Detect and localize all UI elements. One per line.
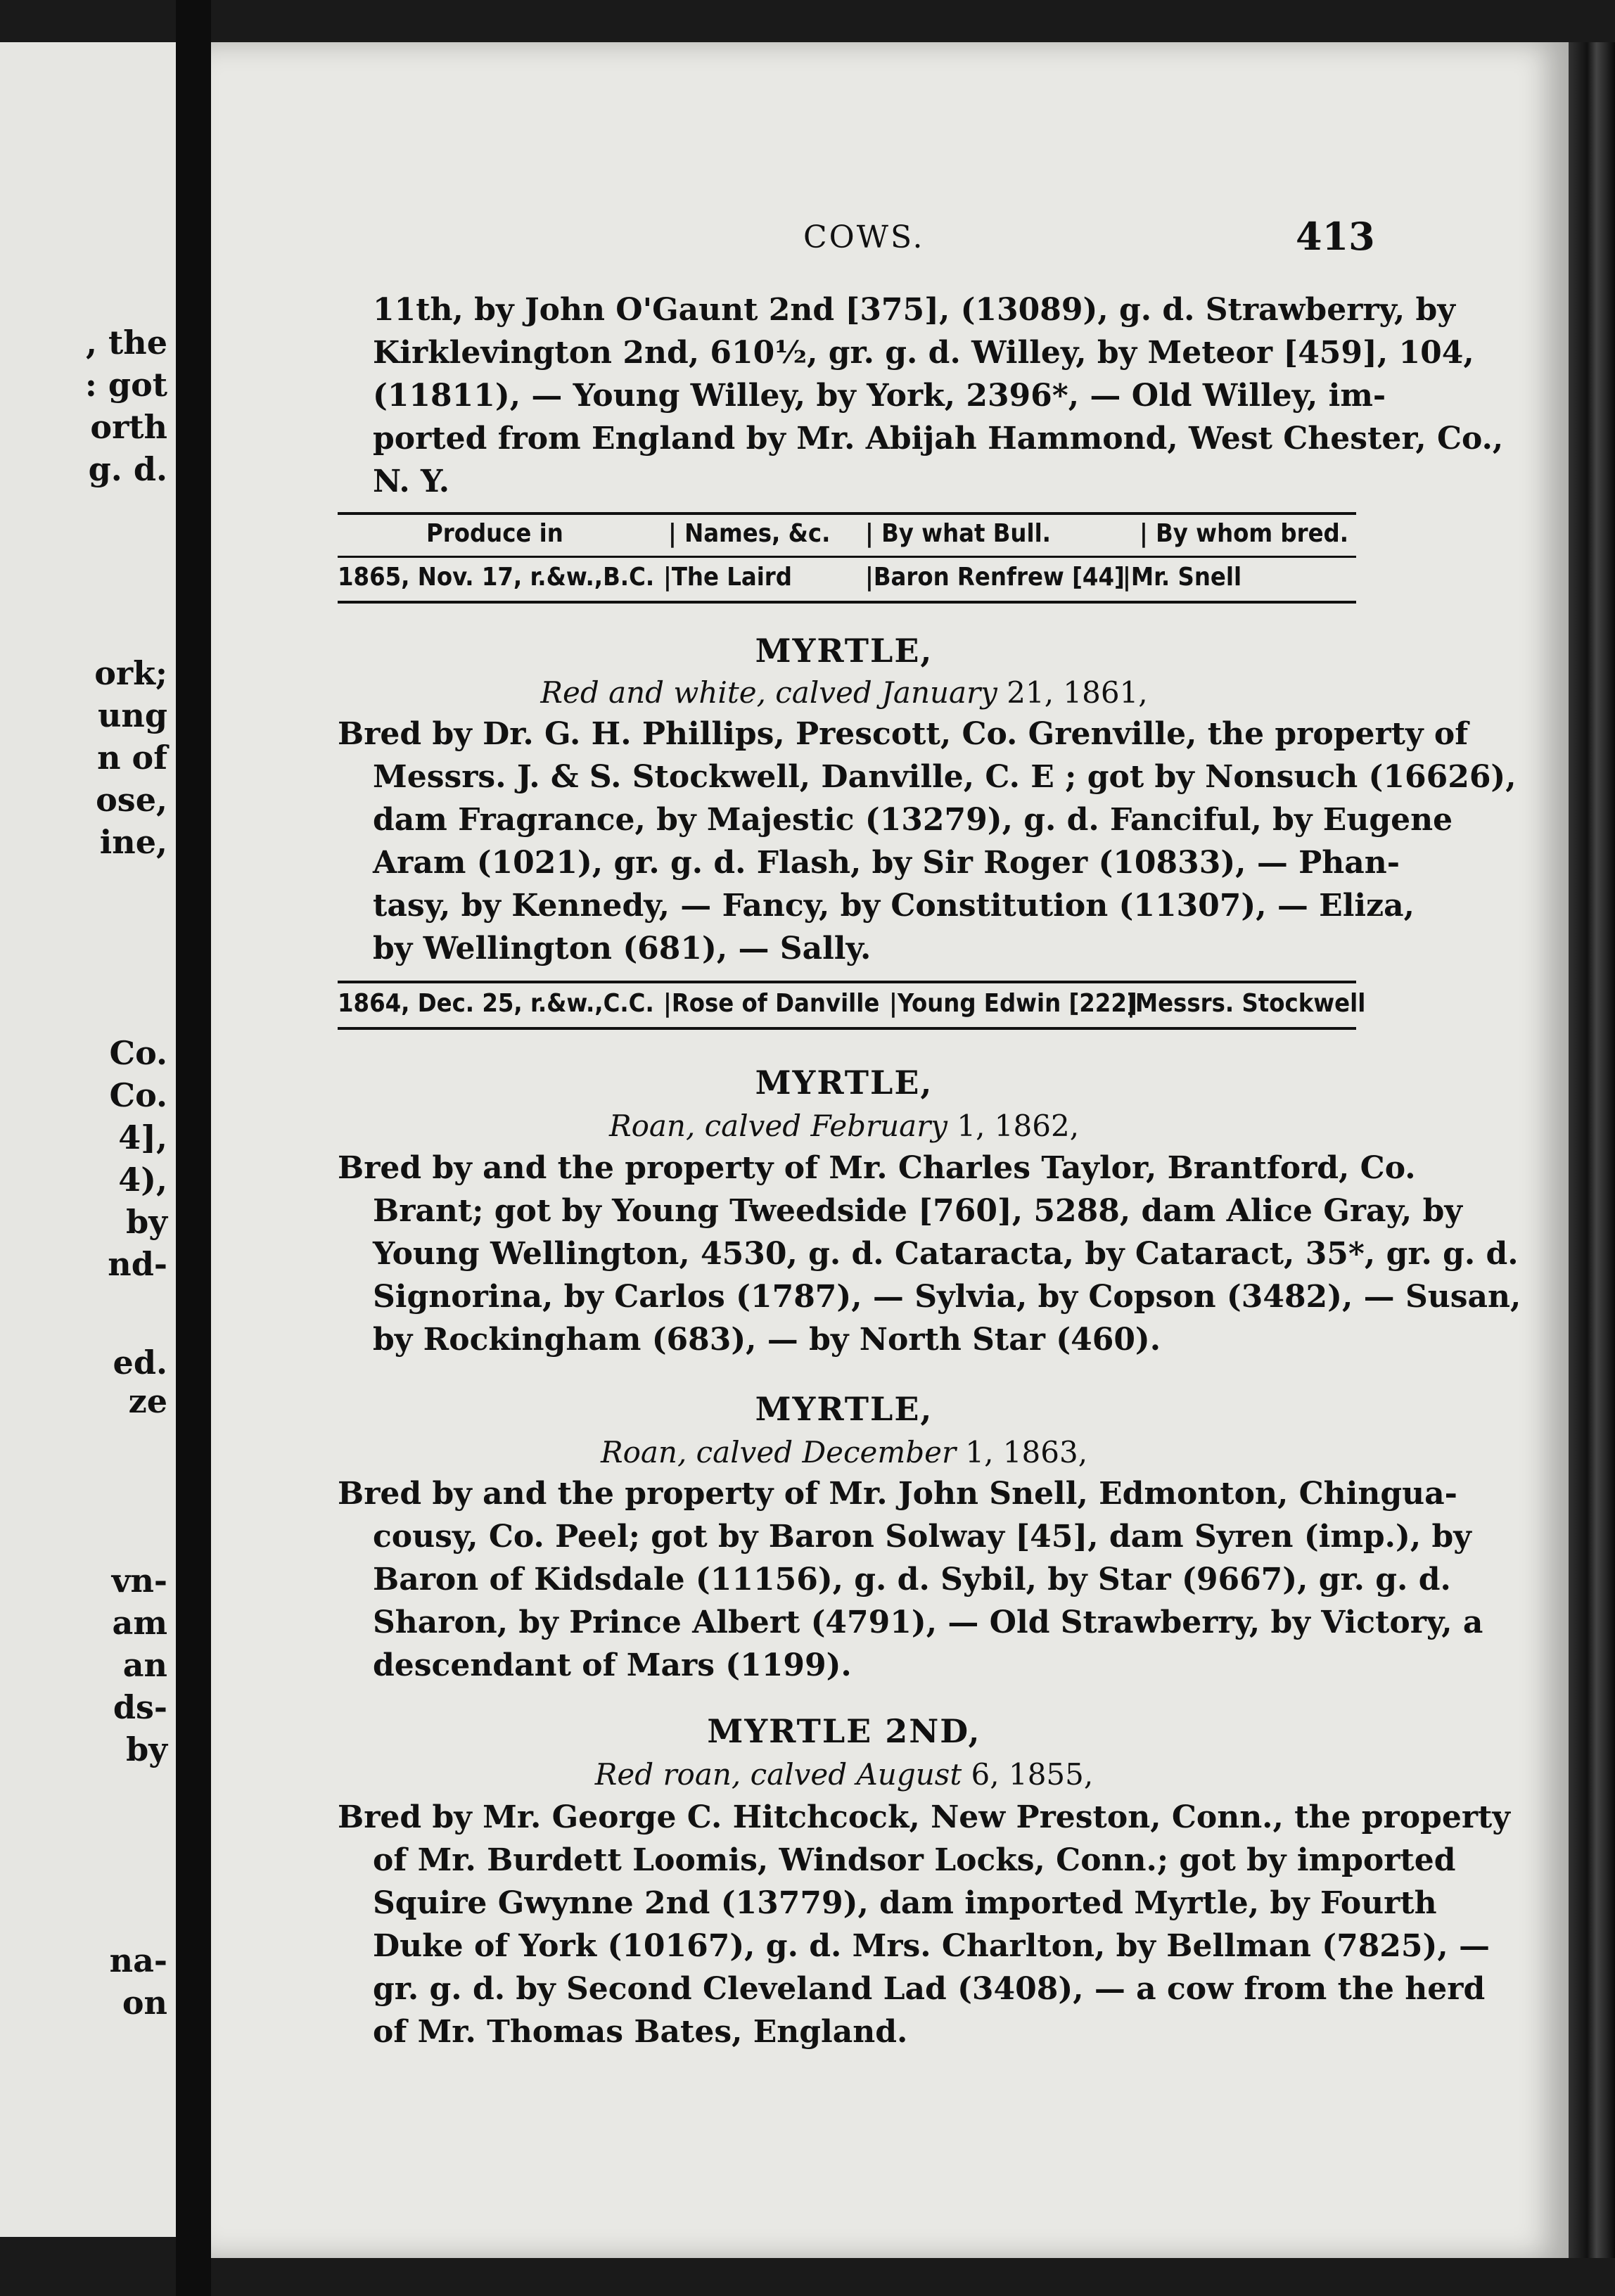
page-edge: [1569, 42, 1615, 2258]
left-page-text-fragment: orth: [90, 408, 167, 446]
cell-produce: 1864, Dec. 25, r.&w.,C.C.: [338, 989, 654, 1018]
left-page-text-fragment: am: [112, 1604, 167, 1642]
description-date: 1, 1862,: [947, 1109, 1080, 1143]
left-page-text-fragment: Co.: [109, 1034, 167, 1072]
entry-description: [338, 675, 1351, 710]
text-line: Bred by and the property of Mr. John Snell, Edmonton, Chingua-: [338, 1476, 1457, 1512]
text-line: of Mr. Burdett Loomis, Windsor Locks, Conn.; got by imported: [373, 1842, 1456, 1878]
table-rule: [338, 601, 1356, 604]
left-page-text-fragment: ze: [128, 1382, 167, 1420]
text-line: Bred by Mr. George C. Hitchcock, New Preston, Conn., the property: [338, 1799, 1510, 1835]
left-page-text-fragment: ung: [97, 696, 167, 734]
text-line: 11th, by John O'Gaunt 2nd [375], (13089), g. d. Strawberry, by: [373, 292, 1455, 328]
left-page-text-fragment: g. d.: [88, 450, 167, 488]
left-page-text-fragment: on: [122, 1984, 167, 2022]
text-line: gr. g. d. by Second Cleveland Lad (3408), — a cow from the herd: [373, 1971, 1486, 2007]
cell-name: |The Laird: [663, 563, 792, 592]
text-line: Sharon, by Prince Albert (4791), — Old Strawberry, by Victory, a: [373, 1605, 1483, 1640]
table-header-row: [338, 519, 1356, 553]
text-line: of Mr. Thomas Bates, England.: [373, 2014, 908, 2050]
header-bull: | By what Bull.: [865, 519, 1051, 548]
running-title: COWS.: [803, 219, 925, 255]
header-produce: Produce in: [426, 519, 563, 548]
text-line: (11811), — Young Willey, by York, 2396*, — Old Willey, im-: [373, 378, 1386, 414]
cell-bred: |Mr. Snell: [1123, 563, 1242, 592]
table-rule: [338, 556, 1356, 558]
text-line: tasy, by Kennedy, — Fancy, by Constitution (11307), — Eliza,: [373, 888, 1415, 924]
text-line: descendant of Mars (1199).: [373, 1647, 852, 1683]
left-page-text-fragment: by: [126, 1203, 167, 1241]
left-page-text-fragment: n of: [97, 739, 167, 777]
entry-name: MYRTLE,: [755, 1064, 933, 1102]
left-page-text-fragment: ds-: [113, 1688, 167, 1726]
description-date: 21, 1861,: [997, 675, 1148, 710]
description-date: 1, 1863,: [956, 1435, 1088, 1469]
text-line: Kirklevington 2nd, 610½, gr. g. d. Willey, by Meteor [459], 104,: [373, 335, 1474, 371]
cell-bull: |Baron Renfrew [44]: [865, 563, 1125, 592]
table-rule: [338, 512, 1356, 515]
description-text: Roan, calved February: [608, 1109, 948, 1143]
left-page-text-fragment: ose,: [96, 781, 167, 819]
description-text: Roan, calved December: [600, 1435, 957, 1469]
left-page-text-fragment: ine,: [99, 823, 167, 861]
description-text: Red roan, calved August: [594, 1757, 962, 1792]
text-line: N. Y.: [373, 464, 450, 499]
text-line: dam Fragrance, by Majestic (13279), g. d. Fanciful, by Eugene: [373, 802, 1453, 838]
cell-name: |Rose of Danville: [663, 989, 880, 1018]
text-line: Brant; got by Young Tweedside [760], 5288, dam Alice Gray, by: [373, 1193, 1462, 1229]
entry-pedigree: [338, 1147, 1521, 1361]
left-page-text-fragment: ork;: [94, 654, 167, 692]
text-line: Bred by and the property of Mr. Charles Taylor, Brantford, Co.: [338, 1150, 1416, 1186]
left-page-text-fragment: vn-: [111, 1562, 167, 1600]
table-rule: [338, 1027, 1356, 1030]
text-line: Signorina, by Carlos (1787), — Sylvia, by Copson (3482), — Susan,: [373, 1279, 1521, 1315]
page-number: 413: [1296, 214, 1375, 259]
cell-bred: |Messrs. Stockwell: [1127, 989, 1366, 1018]
entry-pedigree: [338, 1472, 1483, 1687]
cell-bull: |Young Edwin [222]: [889, 989, 1137, 1018]
header-bred: | By whom bred.: [1140, 519, 1349, 548]
left-page-text-fragment: nd-: [108, 1245, 167, 1283]
left-page-text-fragment: ed.: [113, 1344, 167, 1382]
entry-pedigree: [338, 713, 1517, 970]
left-page-text-fragment: na-: [109, 1941, 167, 1979]
text-line: Squire Gwynne 2nd (13779), dam imported Myrtle, by Fourth: [373, 1885, 1437, 1921]
table-rule: [338, 981, 1356, 983]
left-page-text-fragment: 4],: [118, 1118, 167, 1156]
entry-pedigree: [338, 1796, 1510, 2053]
entry-name: MYRTLE,: [755, 632, 933, 670]
entry-name: MYRTLE,: [755, 1390, 933, 1428]
description-date: 6, 1855,: [962, 1757, 1094, 1792]
table-row: [338, 989, 1366, 1023]
left-page-fragment: [0, 42, 180, 2237]
text-line: Baron of Kidsdale (11156), g. d. Sybil, by Star (9667), gr. g. d.: [373, 1562, 1451, 1597]
entry-name: MYRTLE 2ND,: [707, 1712, 981, 1750]
text-line: Duke of York (10167), g. d. Mrs. Charlton, by Bellman (7825), —: [373, 1928, 1490, 1964]
left-page-text-fragment: by: [126, 1730, 167, 1768]
entry-description: [338, 1757, 1351, 1792]
entry-description: [338, 1435, 1351, 1469]
header-names: | Names, &c.: [668, 519, 831, 548]
description-text: Red and white, calved January: [540, 675, 997, 710]
left-page-text-fragment: an: [122, 1646, 167, 1684]
text-line: by Rockingham (683), — by North Star (460).: [373, 1322, 1161, 1358]
text-line: Messrs. J. & S. Stockwell, Danville, C. E ; got by Nonsuch (16626),: [373, 759, 1517, 795]
text-line: Aram (1021), gr. g. d. Flash, by Sir Roger (10833), — Phan-: [373, 845, 1400, 881]
left-page-text-fragment: Co.: [109, 1076, 167, 1114]
text-line: cousy, Co. Peel; got by Baron Solway [45], dam Syren (imp.), by: [373, 1519, 1472, 1555]
entry-description: [338, 1109, 1351, 1143]
text-line: ported from England by Mr. Abijah Hammond, West Chester, Co.,: [373, 421, 1504, 457]
text-line: by Wellington (681), — Sally.: [373, 931, 872, 967]
cell-produce: 1865, Nov. 17, r.&w.,B.C.: [338, 563, 655, 592]
text-line: Bred by Dr. G. H. Phillips, Prescott, Co. Grenville, the property of: [338, 716, 1469, 752]
book-spine: [176, 0, 211, 2296]
left-page-text-fragment: 4),: [118, 1161, 167, 1199]
left-page-text-fragment: : got: [84, 366, 167, 404]
left-page-text-fragment: , the: [86, 324, 167, 362]
entry-continuation: [373, 288, 1504, 503]
text-line: Young Wellington, 4530, g. d. Cataracta, by Cataract, 35*, gr. g. d.: [373, 1236, 1519, 1272]
table-row: [338, 563, 1356, 597]
